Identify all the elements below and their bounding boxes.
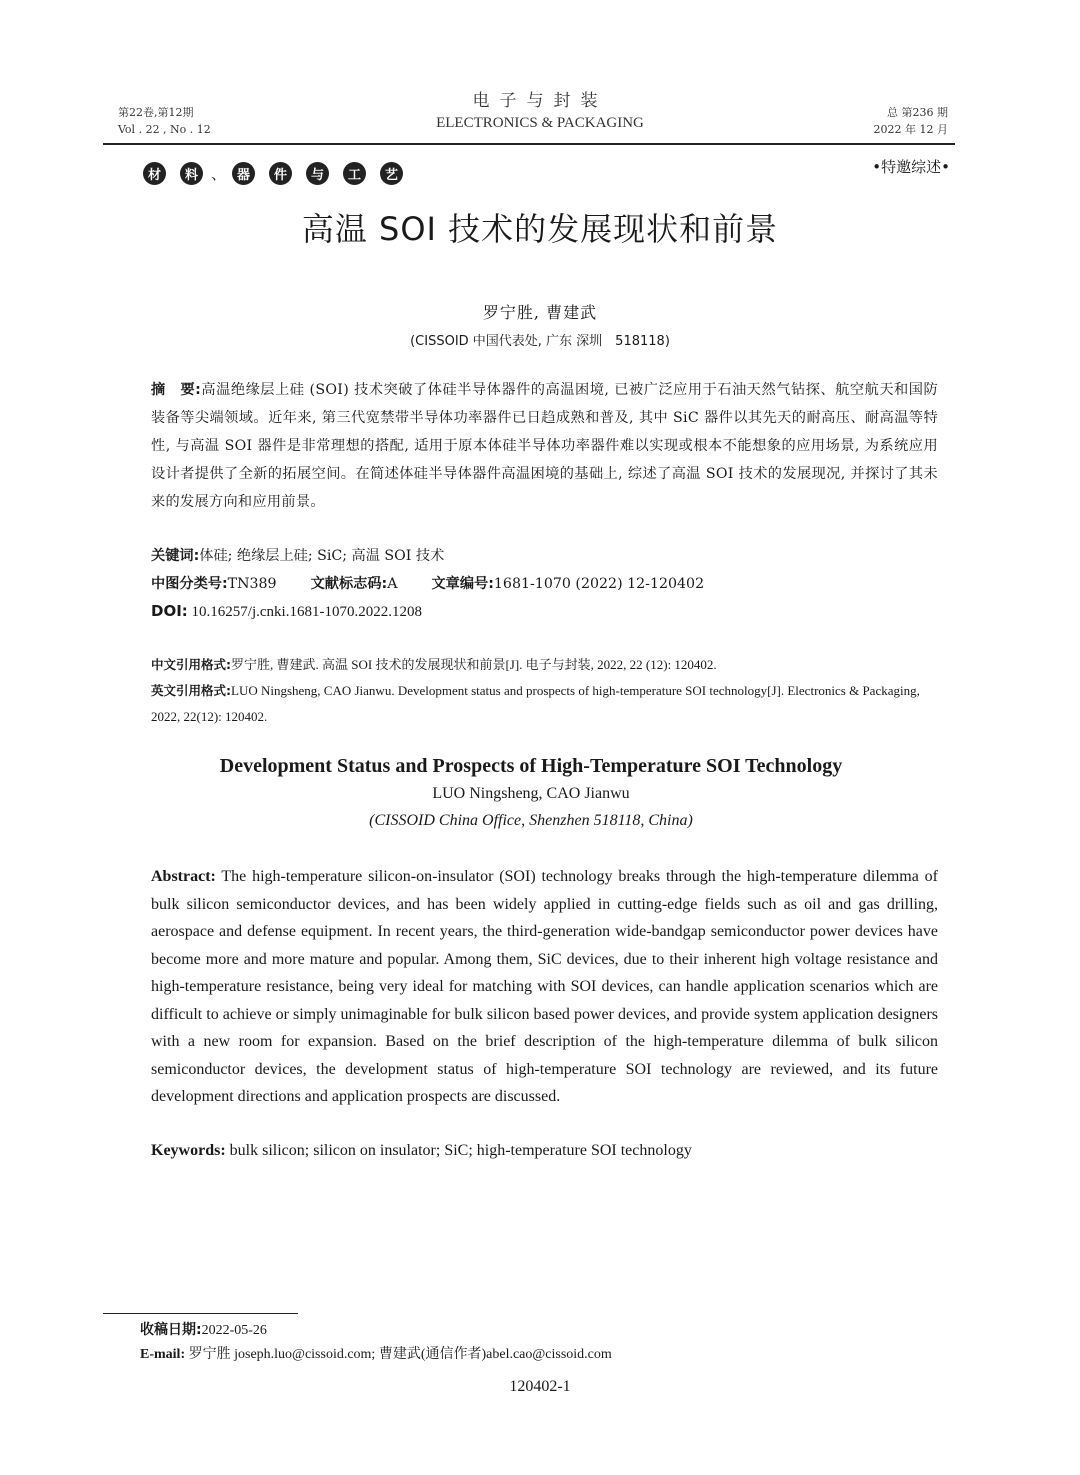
received-date [140, 1318, 612, 1343]
class-number-label: 中图分类号: [151, 576, 228, 592]
keywords-cn [151, 542, 938, 570]
keywords-en [151, 1137, 938, 1165]
abstract-text-cn: 高温绝缘层上硅 (SOI) 技术突破了体硅半导体器件的高温困境, 已被广泛应用于石油天然气钻探、航空航天和国防装备等尖端领域。近年来, 第三代宽禁带半导体功率器件已日趋成熟和普及, 其中 SiC 器件以其先天的耐高压、耐高温等特性, 与高温 SOI 器件是非常理想的搭配, 适用于原本体硅半导体功率器件难以实现或根本不能想象的应用场景, 为系统应用设计者提供了全新的拓展空间。在简述体硅半导体器件高温困境的基础上, 综述了高温 SOI 技术的发展现况, 并探讨了其未来的发展方向和应用前景。 [151, 382, 938, 510]
header-date: 2022 年 12 月 [873, 123, 948, 136]
keywords-text-cn: 体硅; 绝缘层上硅; SiC; 高温 SOI 技术 [199, 548, 445, 564]
section-badge: 工 [343, 162, 366, 185]
abstract-text-en: The high-temperature silicon-on-insulator (SOI) technology breaks through the high-temperature dilemma of bulk silicon semiconductor devices, and has been widely applied in cutting-edge fields such as oil and gas drilling, aerospace and defense equipment. In recent years, the third-generation wide-bandgap semiconductor power devices have become more and more mature and popular. Among them, SiC devices, due to their inherent high voltage resistance and high-temperature resistance, being very ideal for matching with SOI devices, can handle application scenarios which are difficult to achieve or simply unimaginable for bulk silicon based power devices, and provide system application designers with a new room for expansion. Based on the brief description of the high-temperature dilemma of bulk silicon semiconductor devices, the development status of high-temperature SOI technology are reviewed, and its future development directions and application prospects are discussed. [151, 868, 938, 1105]
email-label: E-mail: [140, 1347, 186, 1362]
journal-name-en: ELECTRONICS & PACKAGING [436, 115, 644, 131]
section-badge: 艺 [380, 162, 403, 185]
received-label: 收稿日期: [140, 1322, 202, 1338]
authors-cn: 罗宁胜, 曹建武 [482, 303, 598, 322]
header-total-issue: 总 第236 期 [887, 106, 948, 119]
page-number: 120402-1 [509, 1378, 571, 1395]
article-number-label: 文章编号: [431, 576, 494, 592]
doi-value: 10.16257/j.cnki.1681-1070.2022.1208 [191, 604, 422, 620]
article-title-en: Development Status and Prospects of High-Temperature SOI Technology [219, 755, 843, 777]
article-number-value: 1681-1070 (2022) 12-120402 [493, 576, 705, 592]
email-value: 罗宁胜 joseph.luo@cissoid.com; 曹建武(通信作者)abel.cao@cissoid.com [188, 1347, 612, 1362]
citation-en-label: 英文引用格式: [151, 683, 231, 698]
class-number-value: TN389 [227, 576, 277, 592]
header-volume-cn: 第22卷,第12期 [118, 106, 194, 119]
doi-label: DOI: [151, 602, 188, 620]
footnote-divider [103, 1313, 298, 1314]
email-line [140, 1343, 612, 1367]
doc-code-value: A [387, 576, 398, 592]
citation-en [151, 678, 951, 730]
citation-cn-text: 罗宁胜, 曹建武. 高温 SOI 技术的发展现状和前景[J]. 电子与封装, 2022, 22 (12): 120402. [231, 657, 717, 672]
citation-cn-label: 中文引用格式: [151, 657, 231, 672]
abstract-label-cn: 摘 要: [151, 382, 202, 398]
section-badge: 件 [269, 162, 292, 185]
section-separator: 、 [211, 165, 227, 183]
section-badge: 与 [306, 162, 329, 185]
citation-cn [151, 652, 951, 678]
article-type-tag: •特邀综述• [872, 158, 950, 176]
header-divider [103, 143, 955, 145]
abstract-cn [151, 376, 938, 516]
section-badge: 料 [180, 162, 203, 185]
keywords-text-en: bulk silicon; silicon on insulator; SiC; high-temperature SOI technology [229, 1142, 692, 1159]
journal-name [340, 90, 740, 134]
header-volume-info [118, 104, 211, 138]
footnote [140, 1318, 612, 1367]
doc-code-label: 文献标志码: [310, 576, 388, 592]
abstract-label-en: Abstract: [151, 868, 216, 885]
citation-en-text: LUO Ningsheng, CAO Jianwu. Development status and prospects of high-temperature SOI technology[J]. Electronics & Packaging, 2022, 22(12): 120402. [151, 683, 920, 724]
classification-line [151, 570, 938, 598]
keywords-label-cn: 关键词: [151, 548, 200, 564]
section-badge: 器 [232, 162, 255, 185]
affiliation-cn: (CISSOID 中国代表处, 广东 深圳 518118) [410, 334, 670, 349]
citation-block [151, 652, 951, 730]
affiliation-en: (CISSOID China Office, Shenzhen 518118, China) [369, 812, 693, 829]
article-title-cn: 高温 SOI 技术的发展现状和前景 [301, 210, 779, 248]
section-badge: 材 [143, 162, 166, 185]
header-issue-info [874, 104, 948, 138]
keywords-label-en: Keywords: [151, 1142, 226, 1159]
abstract-en [151, 863, 938, 1111]
section-heading [143, 162, 417, 185]
journal-name-cn: 电子与封装 [472, 91, 608, 111]
authors-en: LUO Ningsheng, CAO Jianwu [432, 785, 630, 802]
doi-line [151, 597, 422, 626]
header-volume-en: Vol . 22 , No . 12 [118, 123, 211, 136]
received-value: 2022-05-26 [201, 1323, 267, 1338]
